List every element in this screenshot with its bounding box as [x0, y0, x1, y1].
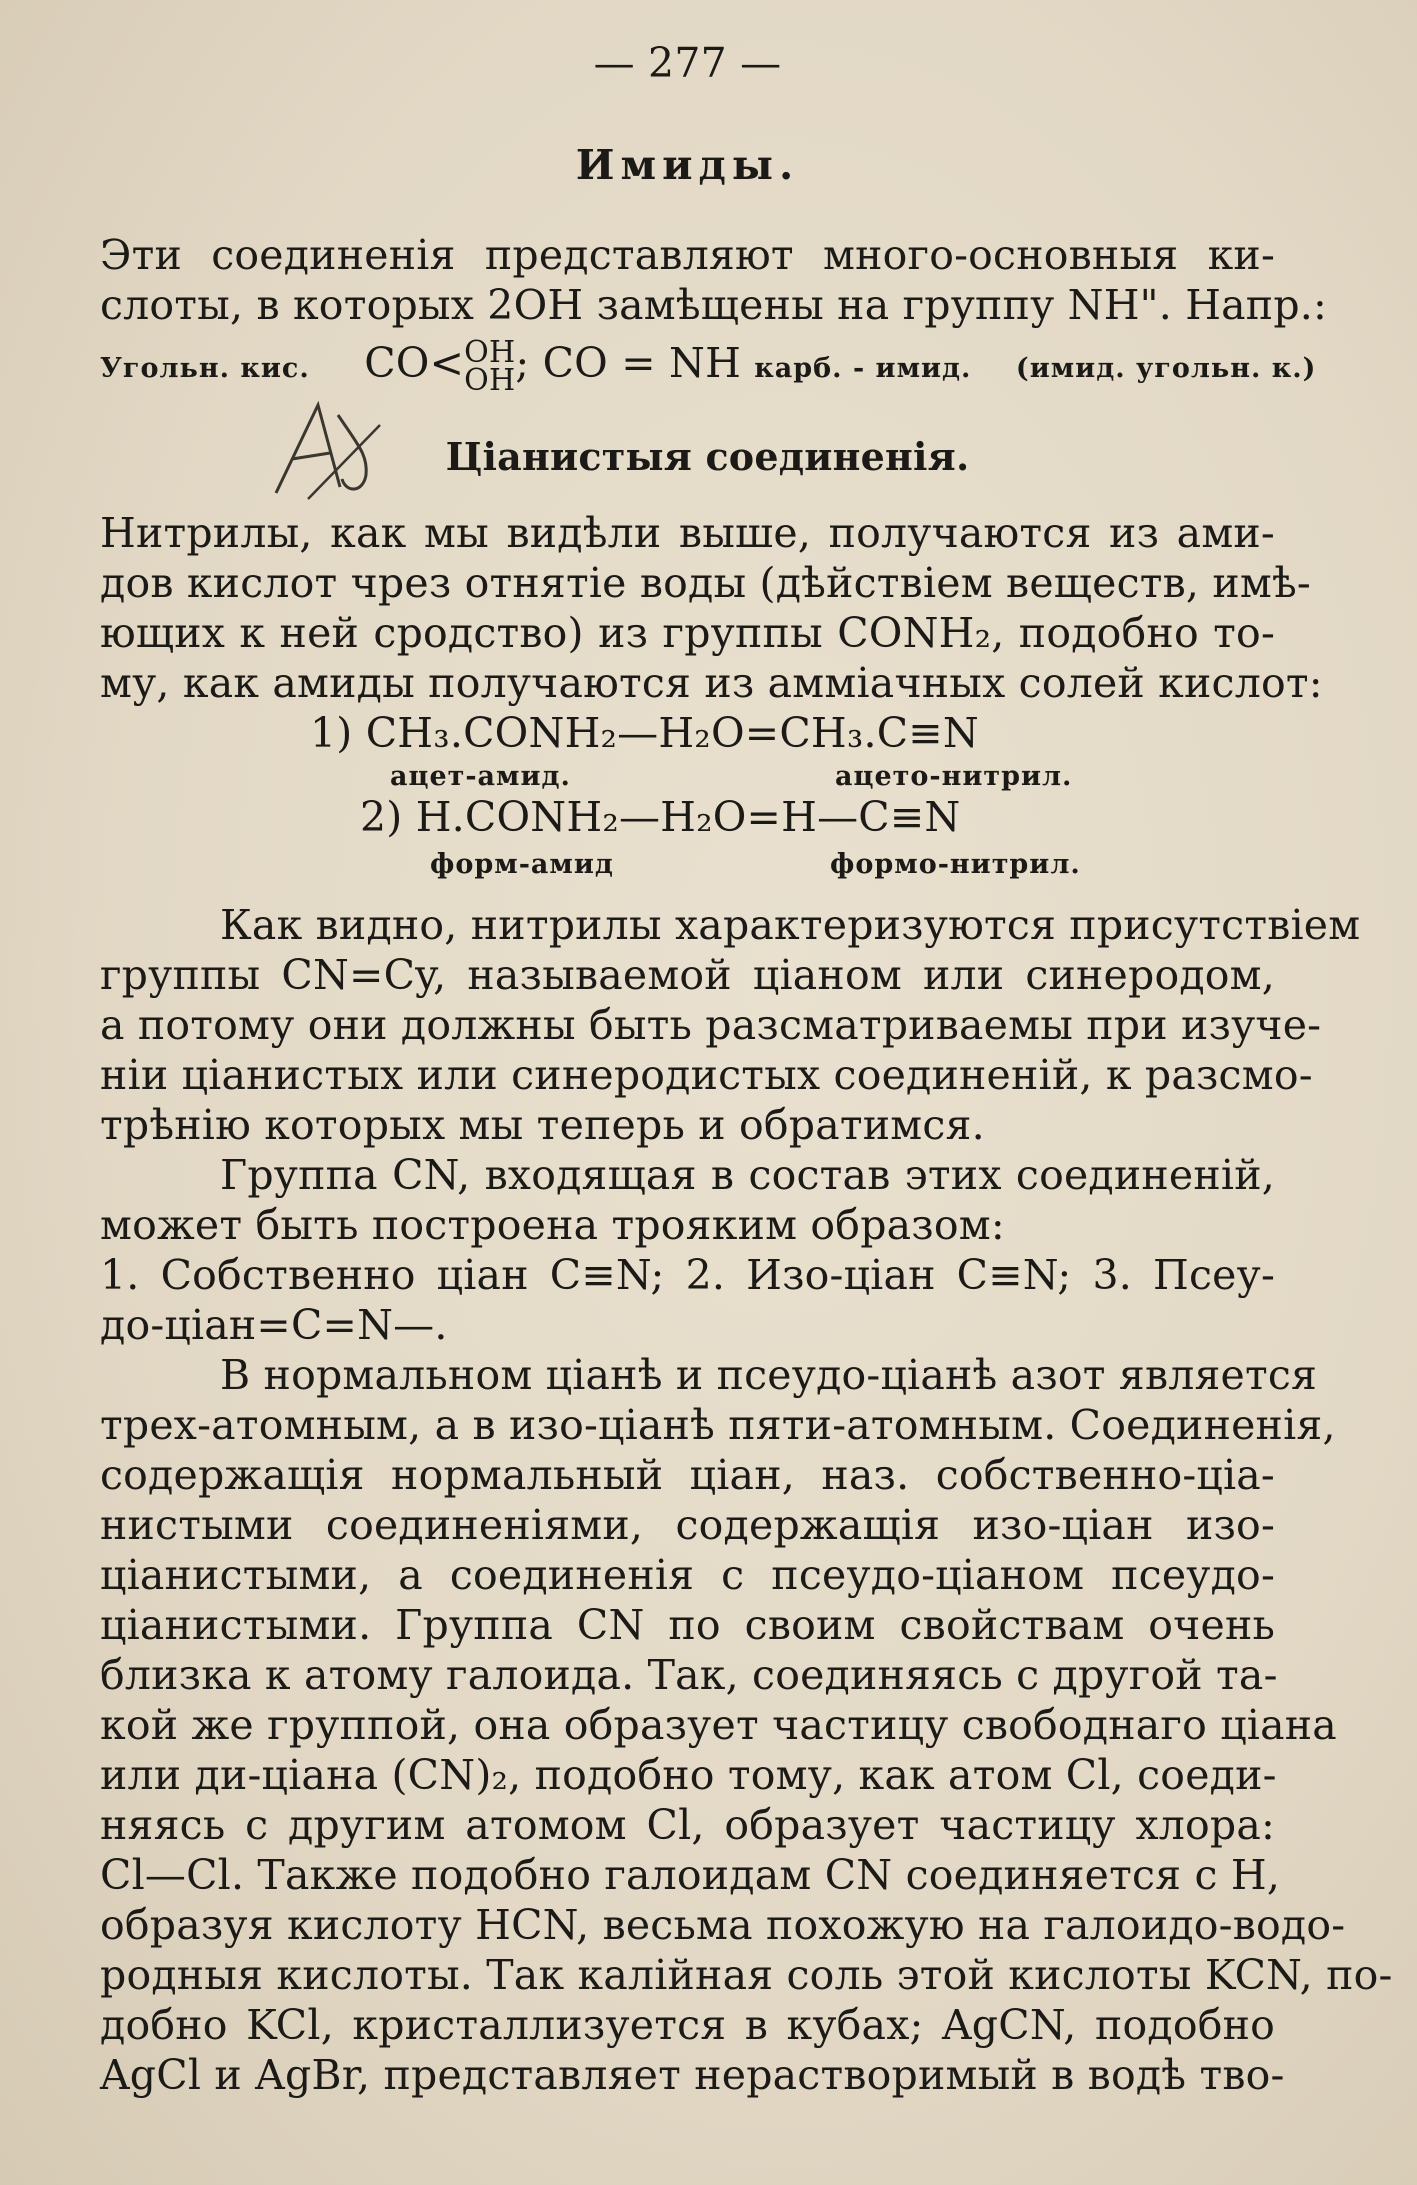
reaction-2: 2) H.CONH₂—H₂O=H—C≡N — [360, 793, 961, 841]
text-line: нистыми соединеніями, содержащія изо-ціан изо- — [100, 1501, 1275, 1549]
section-title-imides: Имиды. — [575, 141, 800, 189]
svg-text:Ab: Ab — [328, 454, 331, 456]
reaction-2-left-label: форм-амид — [430, 849, 614, 880]
text-line: близка к атому галоида. Так, соединяясь с другой та- — [100, 1651, 1278, 1699]
section-title-cyanides: Ціанистыя соединенія. — [445, 434, 970, 479]
text-line: AgCl и AgBr, представляет нерастворимый в водѣ тво- — [100, 2051, 1285, 2099]
text-line: Как видно, нитрилы характеризуются присутствіем — [220, 901, 1361, 949]
reaction-1-left-label: ацет-амид. — [390, 761, 571, 792]
text-line: Cl—Cl. Также подобно галоидам CN соединяется с H, — [100, 1851, 1281, 1899]
formula-oh-bottom: OH — [464, 362, 516, 398]
text-line: 1. Собственно ціан C≡N; 2. Изо-ціан C≡N; 3. Псеу- — [100, 1251, 1275, 1299]
page-number: — 277 — — [593, 39, 782, 87]
text-line: до-ціан=C=N—. — [100, 1301, 448, 1349]
formula-co: CO< — [364, 339, 465, 387]
text-line: трѣнію которых мы теперь и обратимся. — [100, 1101, 985, 1149]
formula-oh-stack — [464, 334, 516, 398]
text-line: добно KCl, кристаллизуется в кубах; AgCN, подобно — [100, 2001, 1275, 2049]
text-line: кой же группой, она образует частицу свободнаго ціана — [100, 1701, 1337, 1749]
formula-mid: ; CO = NH — [515, 339, 742, 387]
reaction-1: 1) CH₃.CONH₂—H₂O=CH₃.C≡N — [310, 709, 979, 757]
text-line: дов кислот чрез отнятіе воды (дѣйствіем веществ, имѣ- — [100, 559, 1311, 607]
text-line: слоты, в которых 2ОН замѣщены на группу NH". Напр.: — [100, 281, 1328, 329]
formula-oh-top: OH — [464, 334, 516, 370]
formula-label: Угольн. кис. — [100, 353, 310, 384]
text-line: В нормальном ціанѣ и псеудо-ціанѣ азот является — [220, 1351, 1318, 1399]
text-line: группы CN=Cy, называемой ціаном или синеродом, — [100, 951, 1275, 999]
text-line: трех-атомным, а в изо-ціанѣ пяти-атомным. Соединенія, — [100, 1401, 1336, 1449]
text-line: му, как амиды получаются из аммiачных солей кислот: — [100, 659, 1323, 707]
text-line: или ди-ціана (CN)₂, подобно тому, как атом Cl, соеди- — [100, 1751, 1277, 1799]
text-line: ющих к ней сродство) из группы CONH₂, подобно то- — [100, 609, 1275, 657]
text-line: а потому они должны быть разсматриваемы при изуче- — [100, 1001, 1322, 1049]
reaction-1-right-label: ацето-нитрил. — [835, 761, 1073, 792]
text-line: родныя кислоты. Так калійная соль этой кислоты KCN, по- — [100, 1951, 1393, 1999]
text-line: ціанистыми, а соединенія с псеудо-ціаном псеудо- — [100, 1551, 1275, 1599]
text-line: ніи ціанистых или синеродистых соединеній, к разсмо- — [100, 1051, 1313, 1099]
text-line: Нитрилы, как мы видѣли выше, получаются из ами- — [100, 509, 1275, 557]
formula-paren: (имид. угольн. к.) — [1015, 353, 1317, 384]
formula-name: карб. - имид. — [754, 353, 972, 384]
formula-urea — [100, 334, 1317, 398]
text-line: няясь с другим атомом Cl, образует частицу хлора: — [100, 1801, 1275, 1849]
text-line: Эти соединенія представляют много-основныя ки- — [100, 231, 1275, 279]
text-line: образуя кислоту HCN, весьма похожую на галоидо-водо- — [100, 1901, 1346, 1949]
text-line: ціанистыми. Группа CN по своим свойствам очень — [100, 1601, 1275, 1649]
reaction-2-right-label: формо-нитрил. — [830, 849, 1081, 880]
text-line: содержащія нормальный ціан, наз. собственно-ціа- — [100, 1451, 1275, 1499]
text-line: Группа CN, входящая в состав этих соединеній, — [220, 1151, 1275, 1199]
text-line: может быть построена трояким образом: — [100, 1201, 1005, 1249]
